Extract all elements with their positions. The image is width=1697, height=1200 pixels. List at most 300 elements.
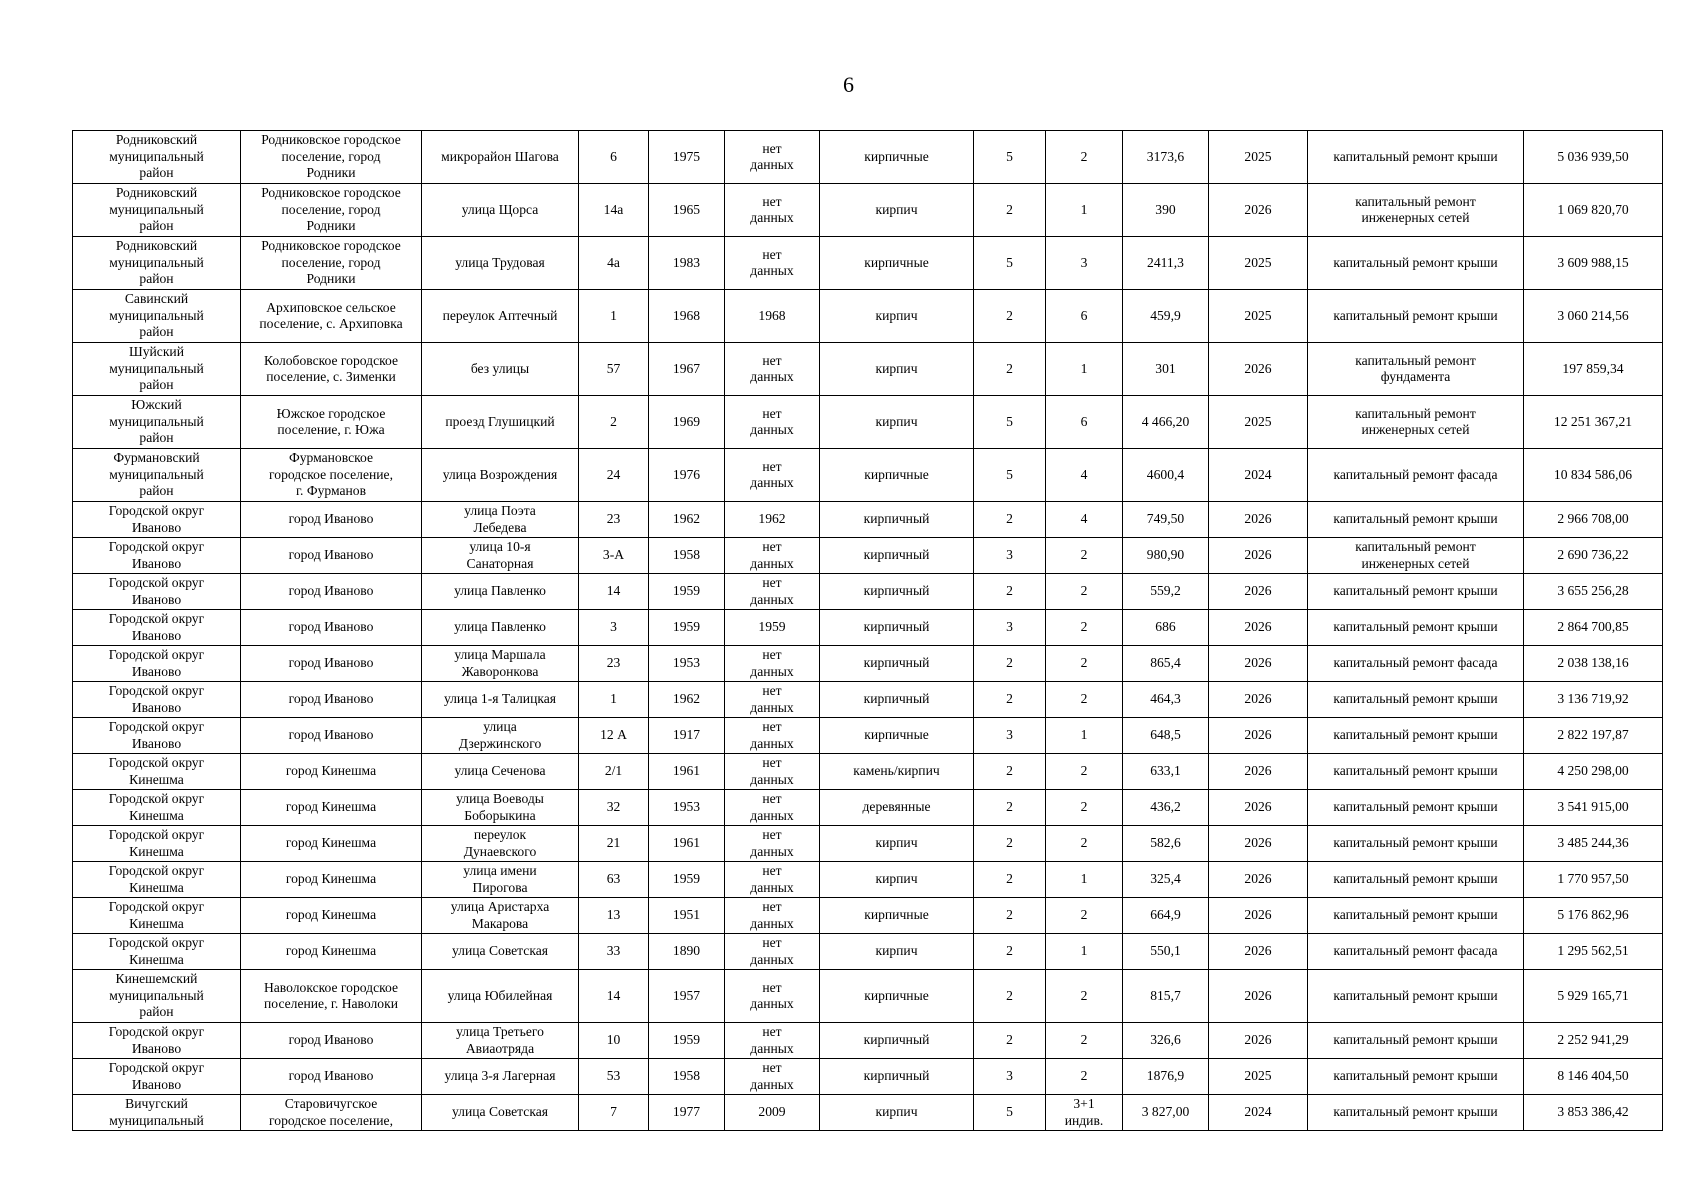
entrances-cell [1046,790,1123,826]
floors-cell [974,184,1046,237]
cell-text: Савинский муниципальный район [109,291,204,340]
build-year-cell [649,449,725,502]
reconstruction-year-cell [725,538,820,574]
street-cell [422,184,579,237]
cell-text: Родниковский муниципальный район [109,238,204,287]
cell-text: 633,1 [1150,763,1181,779]
cost-cell [1524,970,1663,1023]
cell-text: 2 [1080,619,1088,635]
cell-text: Городской округ Иваново [108,719,205,751]
floors-cell [974,502,1046,538]
entrances-cell [1046,862,1123,898]
cell-text: Старовичугское городское поселение, [269,1096,393,1128]
cell-text: 2026 [1244,691,1272,707]
build-year-cell [649,898,725,934]
entrances-cell [1046,449,1123,502]
street-cell [422,574,579,610]
cell-text: 3+1 индив. [1064,1096,1104,1128]
reconstruction-year-cell [725,610,820,646]
cell-text: Фурмановский муниципальный район [109,450,204,499]
build-year-cell [649,682,725,718]
table-body [73,131,1663,1131]
cell-text: Родниковское городское поселение, город Родники [261,185,401,234]
entrances-cell [1046,1095,1123,1131]
municipality-cell [73,754,241,790]
floors-cell [974,826,1046,862]
repair-year-cell [1209,574,1308,610]
house-number-cell [579,970,649,1023]
floors-cell [974,1095,1046,1131]
cell-text: 325,4 [1150,871,1181,887]
reconstruction-year-cell [725,184,820,237]
table-row [73,790,1663,826]
cell-text: город Иваново [288,691,374,707]
settlement-cell [241,898,422,934]
house-number-cell [579,449,649,502]
wall-material-cell [820,396,974,449]
cell-text: кирпичные [864,907,929,923]
table-row [73,682,1663,718]
municipality-cell [73,237,241,290]
cell-text: 1965 [672,201,701,217]
cell-text: 13 [606,907,621,923]
cell-text: 4 [1080,511,1088,527]
cell-text: 1968 [672,307,701,323]
cost-cell [1524,574,1663,610]
cell-text: нет данных [750,405,794,437]
house-number-cell [579,682,649,718]
repair-type-cell [1308,610,1524,646]
cell-text: капитальный ремонт крыши [1333,1068,1498,1084]
cell-text: 1953 [672,655,701,671]
cell-text: 301 [1155,360,1176,376]
cell-text: 1961 [672,835,701,851]
repair-year-cell [1209,131,1308,184]
cell-text: Городской округ Кинешма [108,899,205,931]
wall-material-cell [820,718,974,754]
table-row [73,646,1663,682]
cell-text: 1890 [672,943,701,959]
cell-text: 1962 [758,511,786,527]
area-cell [1123,237,1209,290]
house-number-cell [579,610,649,646]
cost-cell [1524,862,1663,898]
municipality-cell [73,646,241,682]
table-row [73,184,1663,237]
reconstruction-year-cell [725,790,820,826]
repair-type-cell [1308,538,1524,574]
repair-year-cell [1209,290,1308,343]
cell-text: город Иваново [288,655,374,671]
cell-text: улица Советская [451,943,549,959]
cell-text: нет данных [750,683,794,715]
cell-text: город Иваново [288,619,374,635]
build-year-cell [649,396,725,449]
cell-text: 21 [606,835,621,851]
settlement-cell [241,862,422,898]
cell-text: 23 [606,655,621,671]
repair-type-cell [1308,970,1524,1023]
entrances-cell [1046,538,1123,574]
build-year-cell [649,826,725,862]
cell-text: 1 [610,691,617,707]
repair-type-cell [1308,898,1524,934]
municipality-cell [73,934,241,970]
table-row [73,862,1663,898]
repair-type-cell [1308,934,1524,970]
reconstruction-year-cell [725,862,820,898]
cell-text: нет данных [750,1060,794,1092]
reconstruction-year-cell [725,1023,820,1059]
cell-text: Южское городское поселение, г. Южа [276,405,386,437]
settlement-cell [241,682,422,718]
wall-material-cell [820,290,974,343]
cell-text: 1962 [672,691,701,707]
wall-material-cell [820,184,974,237]
cell-text: улица Дзержинского [458,719,542,751]
cell-text: 14а [603,201,624,217]
cell-text: 3 [1006,727,1013,743]
house-number-cell [579,1023,649,1059]
cell-text: 1961 [672,763,701,779]
cell-text: 6 [1080,413,1088,429]
cell-text: переулок Аптечный [442,307,558,323]
municipality-cell [73,1095,241,1131]
table-row [73,754,1663,790]
repair-type-cell [1308,396,1524,449]
cell-text: кирпич [875,307,918,323]
reconstruction-year-cell [725,826,820,862]
cell-text: 2 [1006,871,1013,887]
entrances-cell [1046,646,1123,682]
floors-cell [974,131,1046,184]
cell-text: капитальный ремонт инженерных сетей [1355,539,1476,571]
street-cell [422,862,579,898]
cell-text: 2 [1080,987,1088,1003]
cell-text: кирпичные [864,148,929,164]
house-number-cell [579,343,649,396]
cell-text: 5 176 862,96 [1557,907,1629,923]
cell-text: Городской округ Кинешма [108,791,205,823]
reconstruction-year-cell [725,970,820,1023]
cell-text: Фурмановское городское поселение, г. Фурманов [269,450,393,499]
area-cell [1123,343,1209,396]
cell-text: 10 834 586,06 [1553,466,1633,482]
cell-text: 3 609 988,15 [1557,254,1629,270]
cell-text: 436,2 [1150,799,1181,815]
reconstruction-year-cell [725,1059,820,1095]
cell-text: Городской округ Иваново [108,683,205,715]
cell-text: 5 929 165,71 [1557,987,1629,1003]
entrances-cell [1046,934,1123,970]
cell-text: 1 [1080,943,1088,959]
municipality-cell [73,184,241,237]
floors-cell [974,862,1046,898]
build-year-cell [649,718,725,754]
cell-text: переулок Дунаевского [463,827,537,859]
cell-text: 459,9 [1150,307,1181,323]
repair-type-cell [1308,574,1524,610]
repair-type-cell [1308,1023,1524,1059]
table-row [73,934,1663,970]
cell-text: 2025 [1244,413,1272,429]
cell-text: 2026 [1244,727,1272,743]
cell-text: Колобовское городское поселение, с. Зименки [263,352,399,384]
cell-text: 1957 [672,987,701,1003]
cost-cell [1524,1023,1663,1059]
build-year-cell [649,862,725,898]
cell-text: кирпичный [863,583,930,599]
table-row [73,396,1663,449]
street-cell [422,449,579,502]
cell-text: улица Поэта Лебедева [464,503,536,535]
cell-text: капитальный ремонт крыши [1333,1104,1498,1120]
municipality-cell [73,538,241,574]
cell-text: кирпич [875,413,918,429]
cell-text: 5 [1006,148,1013,164]
cell-text: 6 [610,148,617,164]
wall-material-cell [820,898,974,934]
cell-text: 664,9 [1150,907,1181,923]
settlement-cell [241,610,422,646]
cell-text: 2026 [1244,583,1272,599]
repair-type-cell [1308,646,1524,682]
wall-material-cell [820,610,974,646]
cell-text: улица 3-я Лагерная [444,1068,556,1084]
cell-text: нет данных [750,935,794,967]
wall-material-cell [820,826,974,862]
cell-text: 3 655 256,28 [1557,583,1629,599]
cell-text: Южский муниципальный район [109,397,204,446]
cell-text: 3 485 244,36 [1557,835,1629,851]
cell-text: 6 [1080,307,1088,323]
cell-text: 5 036 939,50 [1557,148,1629,164]
cell-text: 815,7 [1150,987,1181,1003]
build-year-cell [649,610,725,646]
cell-text: 2 [1006,307,1013,323]
table-row [73,970,1663,1023]
cell-text: Кинешемский муниципальный район [109,971,204,1020]
cell-text: 2 [1080,763,1088,779]
table-row [73,502,1663,538]
cell-text: 2026 [1244,835,1272,851]
street-cell [422,790,579,826]
cell-text: кирпичный [863,1068,930,1084]
cell-text: капитальный ремонт крыши [1333,799,1498,815]
cell-text: 1958 [672,547,701,563]
cell-text: 749,50 [1146,511,1185,527]
cell-text: Городской округ Кинешма [108,827,205,859]
house-number-cell [579,538,649,574]
entrances-cell [1046,237,1123,290]
settlement-cell [241,1095,422,1131]
area-cell [1123,449,1209,502]
reconstruction-year-cell [725,718,820,754]
repair-type-cell [1308,754,1524,790]
street-cell [422,1059,579,1095]
wall-material-cell [820,131,974,184]
reconstruction-year-cell [725,646,820,682]
municipality-cell [73,862,241,898]
repair-year-cell [1209,970,1308,1023]
house-number-cell [579,934,649,970]
cell-text: 63 [606,871,621,887]
cell-text: Наволокское городское поселение, г. Наволоки [263,979,399,1011]
cell-text: улица Павленко [454,619,546,635]
wall-material-cell [820,1059,974,1095]
cell-text: Городской округ Иваново [108,647,205,679]
cell-text: Шуйский муниципальный район [109,344,204,393]
build-year-cell [649,1059,725,1095]
settlement-cell [241,718,422,754]
floors-cell [974,898,1046,934]
cell-text: кирпич [875,871,918,887]
repair-year-cell [1209,718,1308,754]
street-cell [422,682,579,718]
cell-text: капитальный ремонт крыши [1333,727,1498,743]
cell-text: 7 [610,1104,617,1120]
area-cell [1123,718,1209,754]
cell-text: 2 [1006,655,1013,671]
house-number-cell [579,131,649,184]
settlement-cell [241,449,422,502]
cell-text: город Иваново [288,583,374,599]
cell-text: 2 822 197,87 [1557,727,1629,743]
cell-text: нет данных [750,246,794,278]
repair-type-cell [1308,862,1524,898]
repair-year-cell [1209,610,1308,646]
cell-text: 1962 [672,511,701,527]
floors-cell [974,718,1046,754]
municipality-cell [73,970,241,1023]
cost-cell [1524,682,1663,718]
entrances-cell [1046,718,1123,754]
cell-text: 686 [1155,619,1176,635]
cell-text: 1951 [672,907,701,923]
cell-text: 23 [606,511,621,527]
cell-text: улица Возрождения [442,466,558,482]
cell-text: улица Воеводы Боборыкина [456,791,544,823]
cell-text: 3 [610,619,617,635]
table-row [73,826,1663,862]
cost-cell [1524,898,1663,934]
house-number-cell [579,1095,649,1131]
settlement-cell [241,970,422,1023]
cell-text: город Иваново [288,1032,374,1048]
cell-text: нет данных [750,979,794,1011]
cell-text: 3-А [602,547,625,563]
table-row [73,1095,1663,1131]
entrances-cell [1046,502,1123,538]
street-cell [422,898,579,934]
settlement-cell [241,290,422,343]
cell-text: Городской округ Кинешма [108,755,205,787]
cost-cell [1524,396,1663,449]
build-year-cell [649,343,725,396]
cost-cell [1524,1059,1663,1095]
settlement-cell [241,131,422,184]
floors-cell [974,574,1046,610]
entrances-cell [1046,1059,1123,1095]
cell-text: 4 466,20 [1141,413,1190,429]
cell-text: 2 [1006,511,1013,527]
municipality-cell [73,1059,241,1095]
floors-cell [974,790,1046,826]
repair-year-cell [1209,1095,1308,1131]
cell-text: 1 [1080,871,1088,887]
reconstruction-year-cell [725,574,820,610]
cell-text: 464,3 [1150,691,1181,707]
cell-text: капитальный ремонт крыши [1333,763,1498,779]
cell-text: кирпич [875,201,918,217]
cell-text: 197 859,34 [1562,360,1624,376]
cell-text: капитальный ремонт крыши [1333,619,1498,635]
cost-cell [1524,790,1663,826]
cell-text: 1968 [758,307,786,323]
floors-cell [974,682,1046,718]
repair-type-cell [1308,184,1524,237]
settlement-cell [241,1059,422,1095]
cell-text: 1959 [672,1032,701,1048]
cell-text: нет данных [750,899,794,931]
cost-cell [1524,1095,1663,1131]
area-cell [1123,290,1209,343]
floors-cell [974,646,1046,682]
settlement-cell [241,396,422,449]
entrances-cell [1046,610,1123,646]
floors-cell [974,610,1046,646]
repair-year-cell [1209,754,1308,790]
area-cell [1123,934,1209,970]
cell-text: 3 853 386,42 [1557,1104,1629,1120]
municipality-cell [73,449,241,502]
cell-text: проезд Глушицкий [445,413,555,429]
build-year-cell [649,574,725,610]
cell-text: 10 [606,1032,621,1048]
cell-text: 53 [606,1068,621,1084]
cell-text: Городской округ Иваново [108,1060,205,1092]
house-number-cell [579,290,649,343]
cell-text: город Кинешма [285,799,377,815]
cell-text: микрорайон Шагова [441,148,559,164]
repair-type-cell [1308,718,1524,754]
cell-text: 2 [1080,1032,1088,1048]
cell-text: деревянные [862,799,931,815]
cell-text: 4а [607,254,620,270]
cell-text: 2026 [1244,1032,1272,1048]
cell-text: 12 251 367,21 [1553,413,1633,429]
cell-text: капитальный ремонт инженерных сетей [1355,193,1476,225]
floors-cell [974,754,1046,790]
settlement-cell [241,237,422,290]
street-cell [422,290,579,343]
street-cell [422,646,579,682]
table-row [73,898,1663,934]
cell-text: нет данных [750,1024,794,1056]
cell-text: 2026 [1244,511,1272,527]
entrances-cell [1046,574,1123,610]
cell-text: город Кинешма [285,763,377,779]
cell-text: 1917 [672,727,701,743]
cost-cell [1524,131,1663,184]
cell-text: 1 [1080,360,1088,376]
entrances-cell [1046,826,1123,862]
cell-text: 2025 [1244,307,1272,323]
cell-text: капитальный ремонт крыши [1333,835,1498,851]
cell-text: Городской округ Кинешма [108,863,205,895]
street-cell [422,610,579,646]
wall-material-cell [820,574,974,610]
